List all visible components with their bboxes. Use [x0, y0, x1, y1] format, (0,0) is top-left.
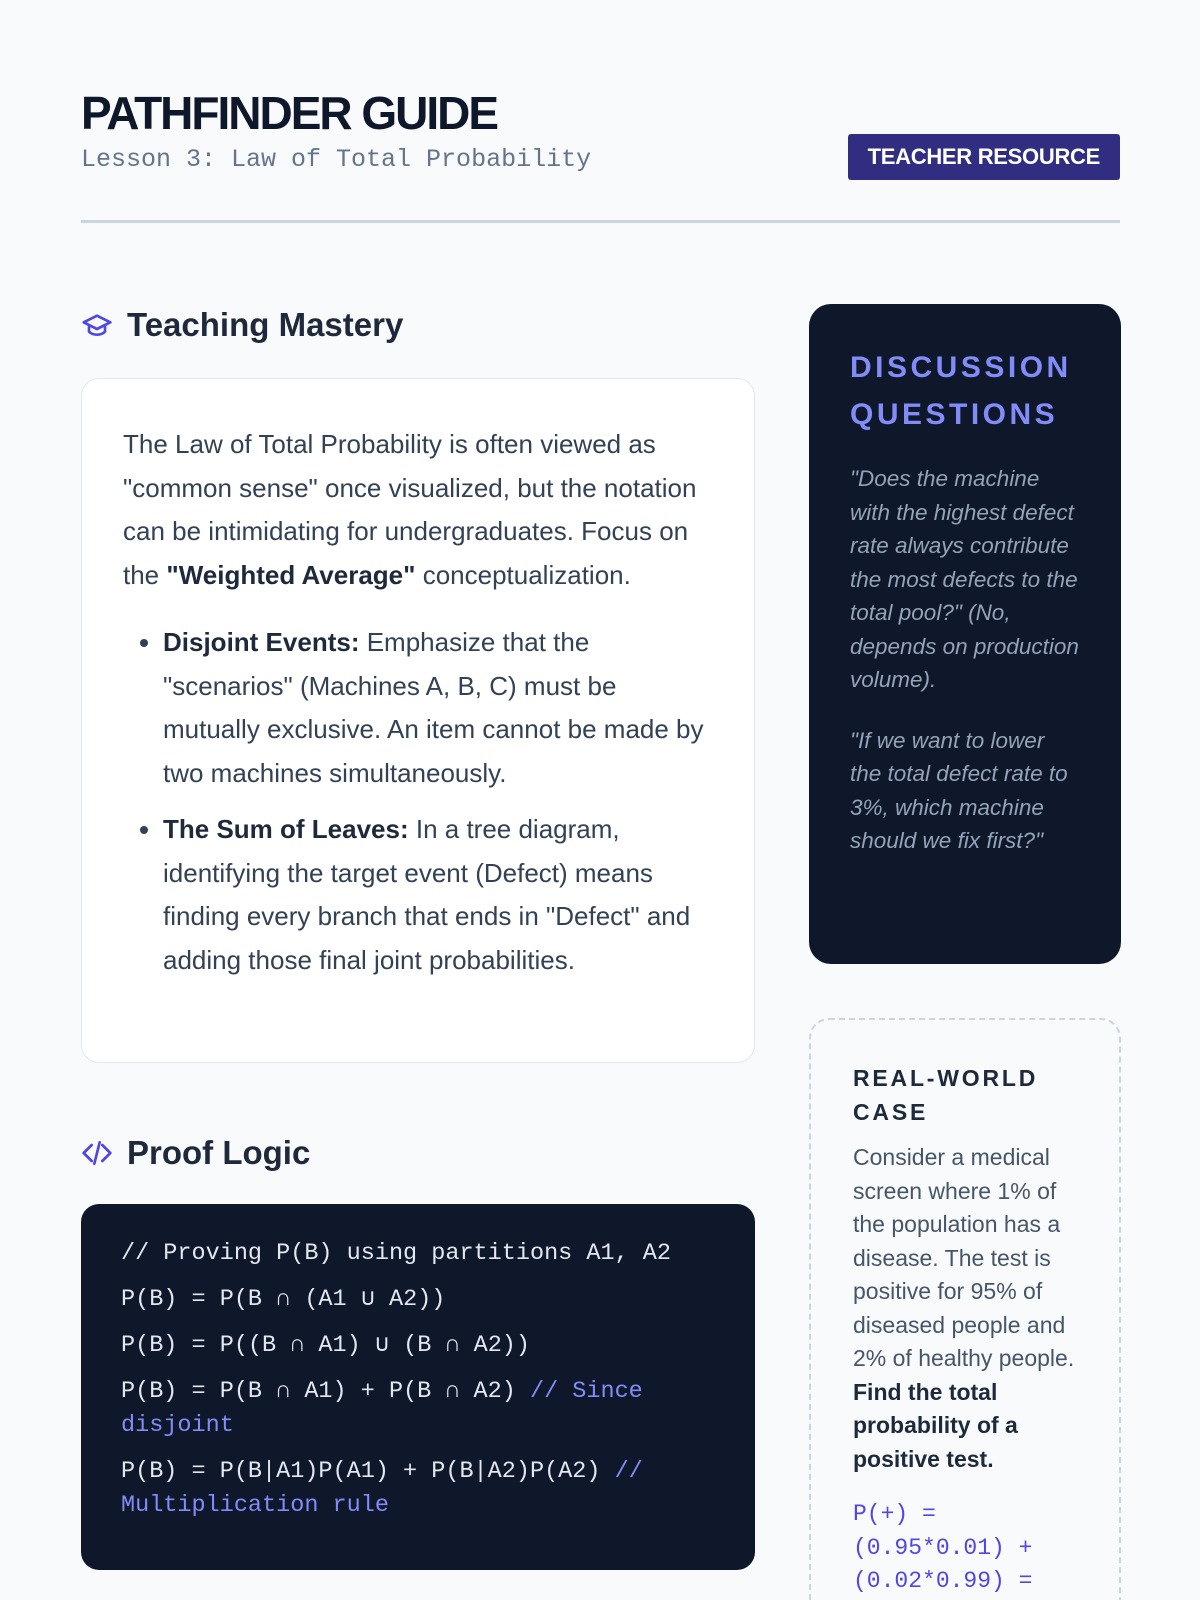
- real-world-text: Consider a medical screen where 1% of the population has a disease. The test is positive for 95% of diseased people and 2% of healthy people. Find the total probability of a positive test.: [853, 1144, 1075, 1472]
- discussion-panel: [809, 304, 1121, 964]
- proof-logic-title: Proof Logic: [127, 1134, 311, 1171]
- discussion-question: "If we want to lower the total defect rate to 3%, which machine should we fix first?": [850, 727, 1068, 853]
- teaching-mastery-heading: [81, 306, 403, 344]
- proof-logic-heading: [81, 1134, 310, 1172]
- teacher-resource-badge: TEACHER RESOURCE: [848, 134, 1120, 180]
- teaching-intro: The Law of Total Probability is often viewed as "common sense" once visualized, but the notation can be intimidating for undergraduates. Focus on the "Weighted Average" conceptualization.: [123, 429, 697, 590]
- page-header: [81, 82, 1120, 223]
- code-line: P(B) = P(B ∩ (A1 ∪ A2)): [121, 1286, 446, 1313]
- graduation-cap-icon: [81, 309, 113, 341]
- real-world-calculation: P(+) = (0.95*0.01) + (0.02*0.99) =: [853, 1501, 1033, 1594]
- code-line: P(B) = P(B|A1)P(A1) + P(B|A2)P(A2) // Multiplication rule: [121, 1458, 643, 1519]
- teaching-mastery-title: Teaching Mastery: [127, 306, 404, 343]
- real-world-task: Find the total probability of a positive test.: [853, 1378, 1018, 1472]
- lesson-subtitle: Lesson 3: Law of Total Probability: [81, 145, 592, 174]
- real-world-title: REAL-WORLD CASE: [853, 1065, 1039, 1125]
- discussion-question: "Does the machine with the highest defect rate always contribute the most defects to the total pool?" (No, depends on production volume).: [850, 466, 1079, 692]
- weighted-average-emphasis: "Weighted Average": [166, 559, 416, 590]
- code-line: P(B) = P((B ∩ A1) ∪ (B ∩ A2)): [121, 1332, 531, 1359]
- code-line: // Proving P(B) using partitions A1, A2: [121, 1240, 671, 1267]
- proof-code-block: [81, 1204, 755, 1570]
- code-line: P(B) = P(B ∩ A1) + P(B ∩ A2) // Since disjoint: [121, 1378, 643, 1439]
- brand-title: PATHFINDER GUIDE: [81, 87, 498, 139]
- discussion-title: DISCUSSION QUESTIONS: [850, 351, 1072, 431]
- code-icon: [81, 1137, 113, 1169]
- code-comment: // Multiplication rule: [121, 1458, 643, 1519]
- teaching-card: [81, 378, 755, 1063]
- real-world-case-panel: [809, 1018, 1121, 1600]
- teaching-bullets: [123, 621, 712, 982]
- code-comment: // Since disjoint: [121, 1378, 643, 1439]
- list-item: • Disjoint Events: Emphasize that the "scenarios" (Machines A, B, C) must be mutually exclusive. An item cannot be made by two machines simultaneously.: [163, 621, 712, 795]
- list-item: • The Sum of Leaves: In a tree diagram, identifying the target event (Defect) means finding every branch that ends in "Defect" and adding those final joint probabilities.: [163, 808, 712, 982]
